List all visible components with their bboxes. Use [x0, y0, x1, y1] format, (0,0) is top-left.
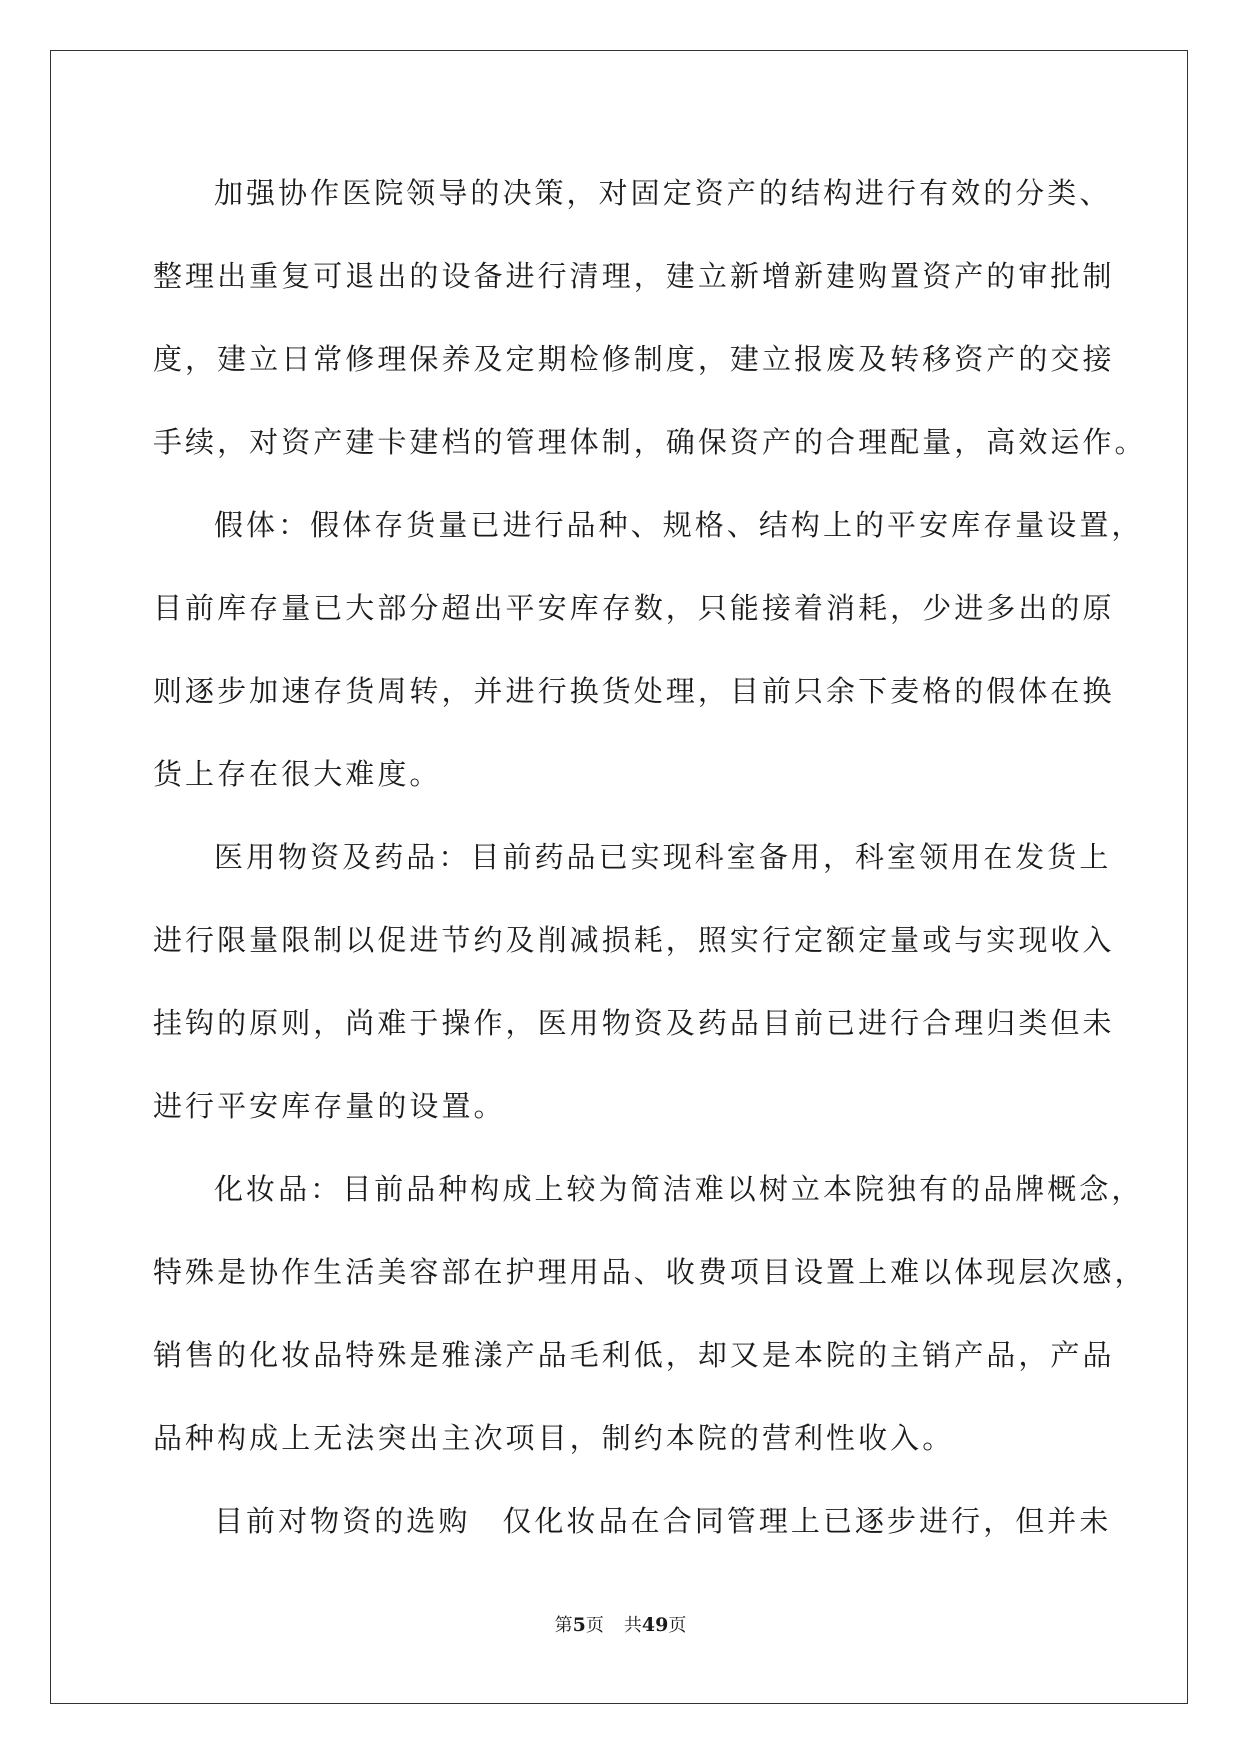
- paragraph-line: 度，建立日常修理保养及定期检修制度，建立报废及转移资产的交接: [153, 342, 1115, 376]
- paragraph-line: 销售的化妆品特殊是雅漾产品毛利低，却又是本院的主销产品，产品: [153, 1338, 1115, 1372]
- page-unit: 页: [585, 1615, 604, 1636]
- paragraph-line: 整理出重复可退出的设备进行清理，建立新增新建购置资产的审批制: [153, 259, 1115, 293]
- document-body: [153, 168, 1147, 1579]
- paragraph-line: 假体：假体存货量已进行品种、规格、结构上的平安库存量设置，: [214, 508, 1144, 542]
- paragraph-line: 加强协作医院领导的决策，对固定资产的结构进行有效的分类、: [214, 176, 1112, 210]
- paragraph-line: 品种构成上无法突出主次项目，制约本院的营利性收入。: [153, 1421, 955, 1455]
- page-number: 5: [572, 1614, 586, 1636]
- paragraph-line: 货上存在很大难度。: [153, 757, 442, 791]
- paragraph-line: 进行限量限制以促进节约及削减损耗，照实行定额定量或与实现收入: [153, 923, 1115, 957]
- paragraph-line: 医用物资及药品：目前药品已实现科室备用，科室领用在发货上: [214, 840, 1112, 874]
- paragraph-line: 目前库存量已大部分超出平安库存数，只能接着消耗，少进多出的原: [153, 591, 1115, 625]
- paragraph-line: 手续，对资产建卡建档的管理体制，确保资产的合理配量，高效运作。: [153, 425, 1147, 459]
- page-prefix: 第: [554, 1615, 573, 1636]
- paragraph-line: 目前对物资的选购 仅化妆品在合同管理上已逐步进行，但并未: [214, 1504, 1112, 1538]
- paragraph-line: 挂钩的原则，尚难于操作，医用物资及药品目前已进行合理归类但未: [153, 1006, 1115, 1040]
- total-prefix: 共: [623, 1615, 642, 1636]
- paragraph-line: 进行平安库存量的设置。: [153, 1089, 506, 1123]
- paragraph-line: 化妆品：目前品种构成上较为简洁难以树立本院独有的品牌概念，: [214, 1172, 1144, 1206]
- paragraph-line: 则逐步加速存货周转，并进行换货处理，目前只余下麦格的假体在换: [153, 674, 1115, 708]
- total-unit: 页: [668, 1615, 687, 1636]
- total-pages: 49: [641, 1614, 669, 1636]
- page-footer: [0, 1612, 1241, 1639]
- paragraph-line: 特殊是协作生活美容部在护理用品、收费项目设置上难以体现层次感，: [153, 1255, 1147, 1289]
